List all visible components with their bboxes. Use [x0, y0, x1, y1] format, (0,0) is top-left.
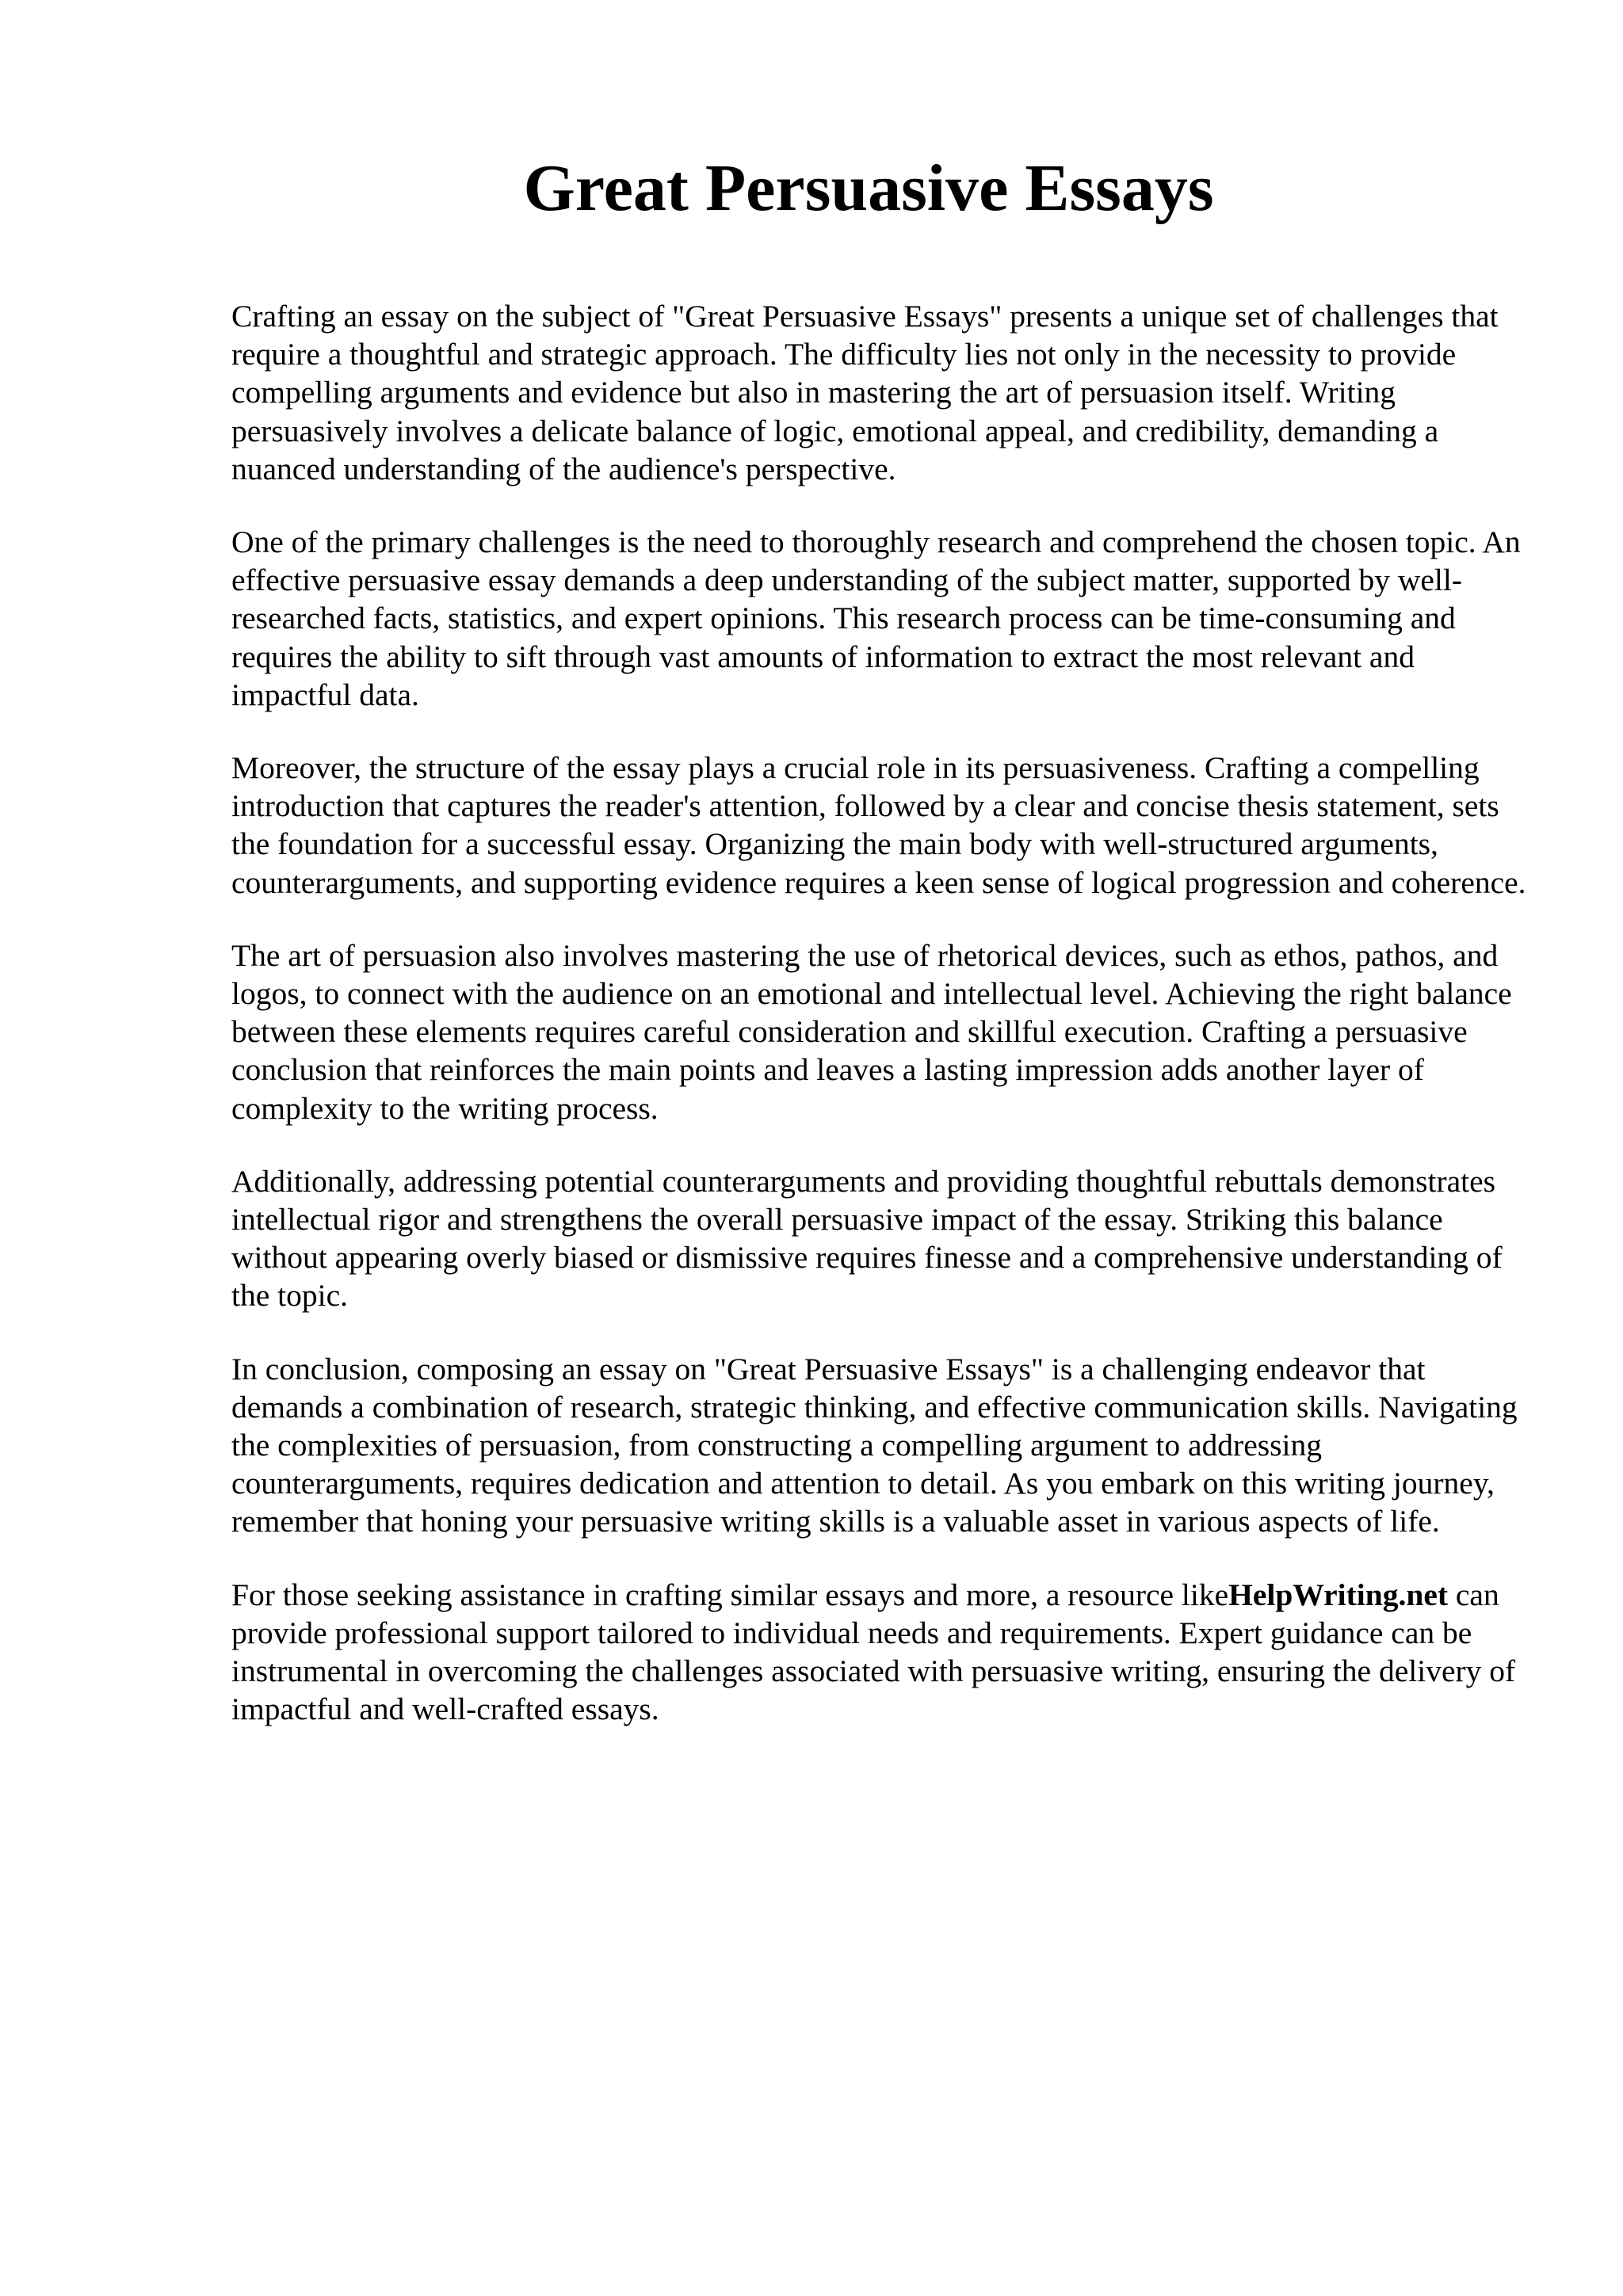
paragraph-7	[231, 1576, 1528, 1729]
paragraph-6: In conclusion, composing an essay on "Great Persuasive Essays" is a challenging endeavor that demands a combination of research, strategic thinking, and effective communication skills. Navigating the complexities of persuasion, from constructing a compelling argument to addressing counterarguments, requires dedication and attention to detail. As you embark on this writing journey, remember that honing your persuasive writing skills is a valuable asset in various aspects of life.	[231, 1351, 1518, 1539]
document-title: Great Persuasive Essays	[523, 151, 1214, 225]
paragraph-2: One of the primary challenges is the need to thoroughly research and comprehend the chosen topic. An effective persuasive essay demands a deep understanding of the subject matter, supported by well-researched facts, statistics, and expert opinions. This research process can be time-consuming and requires the ability to sift through vast amounts of information to extract the most relevant and impactful data.	[231, 524, 1521, 712]
paragraph-1: Crafting an essay on the subject of "Great Persuasive Essays" presents a unique set of challenges that require a thoughtful and strategic approach. The difficulty lies not only in the necessity to provide compelling arguments and evidence but also in mastering the art of persuasion itself. Writing persuasively involves a delicate balance of logic, emotional appeal, and credibility, demanding a nuanced understanding of the audience's perspective.	[231, 299, 1499, 486]
document-body	[231, 297, 1528, 1764]
brand-link-text[interactable]: HelpWriting.net	[1228, 1577, 1449, 1612]
paragraph-7-tail: can provide professional support tailored to individual needs and requirements. Expert guidance can be instrumental in overcoming the challenges associated with persuasive writing, ensuring the delivery of impactful and well-crafted essays.	[231, 1577, 1516, 1727]
paragraph-4: The art of persuasion also involves mastering the use of rhetorical devices, such as ethos, pathos, and logos, to connect with the audience on an emotional and intellectual level. Achieving the right balance between these elements requires careful consideration and skillful execution. Crafting a persuasive conclusion that reinforces the main points and leaves a lasting impression adds another layer of complexity to the writing process.	[231, 937, 1512, 1126]
paragraph-3: Moreover, the structure of the essay plays a crucial role in its persuasiveness. Crafting a compelling introduction that captures the reader's attention, followed by a clear and concise thesis statement, sets the foundation for a successful essay. Organizing the main body with well-structured arguments, counterarguments, and supporting evidence requires a keen sense of logical progression and coherence.	[231, 750, 1526, 900]
paragraph-5: Additionally, addressing potential counterarguments and providing thoughtful rebuttals demonstrates intellectual rigor and strengthens the overall persuasive impact of the essay. Striking this balance without appearing overly biased or dismissive requires finesse and a comprehensive understanding of the topic.	[231, 1163, 1503, 1314]
paragraph-7-lead: For those seeking assistance in crafting similar essays and more, a resource like	[231, 1577, 1229, 1612]
